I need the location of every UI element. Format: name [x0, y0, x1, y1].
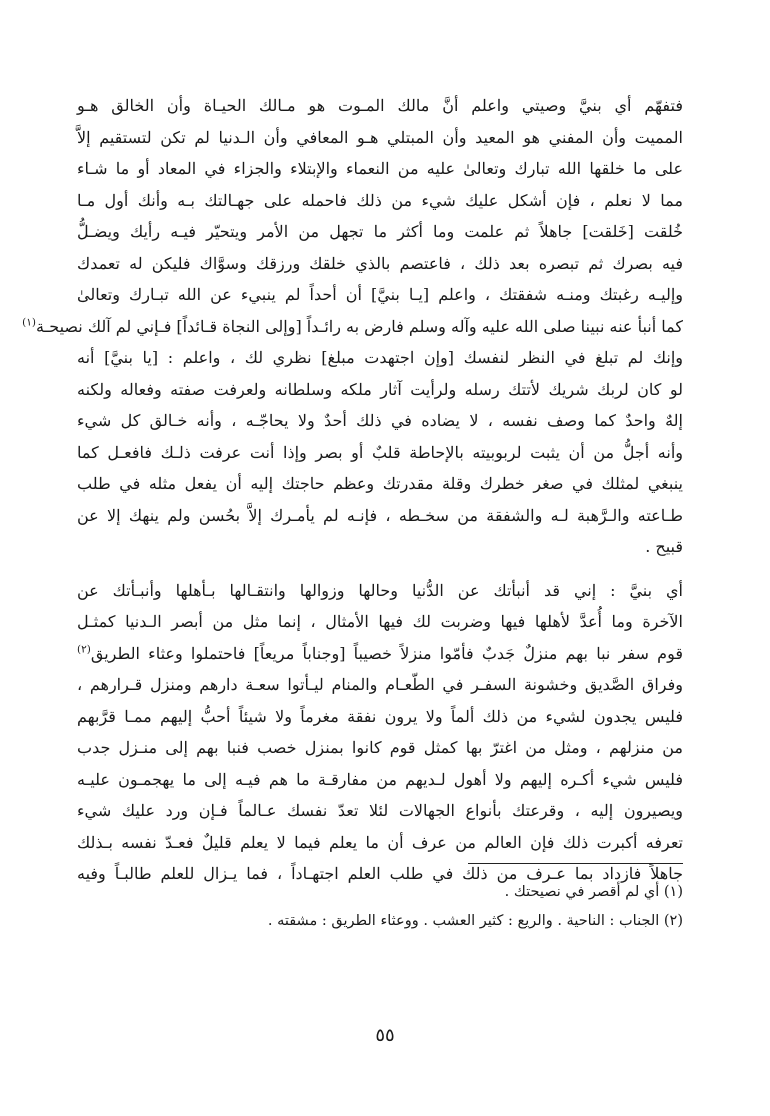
- text-line: تعرفه أكبرت ذلك فإن العالم من عرف أن ما يعلم فيما لا يعلم قليلٌ فعـدّ نفسه بـذلك: [77, 832, 683, 852]
- footnotes: [77, 878, 683, 936]
- footnote-divider: [468, 863, 683, 864]
- text-line: من منزلهم ، ومثل من اغترّ بها كمثل قوم كانوا بمنزل خصب فنبا بهم إلى منـزل جدب: [77, 738, 683, 757]
- text-line: وأنه أجلُّ من أن يثبت لربوبيته بالإحاطة قلبٌ أو بصر وإذا أنت عرفت ذلـك فافعـل كما: [77, 442, 683, 462]
- text-line: وفراق الصَّديق وخشونة السفـر في الطّعـام والمنام ليـأتوا سعـة دارهم ومنزل قـرارهم ،: [77, 675, 683, 694]
- text-segment: كما أنبأ عنه نبينا صلى الله عليه وآله وسلم فارض به رائـداً [وإلى النجاة قـائداً] فـإني لم آلك نصيحـة: [36, 316, 683, 336]
- text-line: فيه بصرك ثم تبصره بعد ذلك ، فاعتصم بالذي خلقك ورزقك وسوَّاك فليكن له تعمدك: [77, 253, 683, 273]
- paragraph-1: [22, 90, 683, 563]
- text-line: أي بنيَّ : إني قد أنبأتك عن الدُّنيا وحالها وزوالها وانتقـالها بـأهلها وأنبـأتك عن: [77, 580, 683, 600]
- text-line: فتفهّم أي بنيَّ وصيتي واعلم أنَّ مالك المـوت هو مـالك الحيـاة وأن الخالق هـو: [77, 96, 683, 115]
- text-line: لو كان لربك شريك لأتتك رسله ولرأيت آثار ملكه وسلطانه ولعرفت صفته وفعاله ولكنه: [77, 379, 683, 399]
- main-text: [22, 90, 684, 890]
- text-line: طـاعته والـرَّهبة لـه والشفقة من سخـطه ، فإنـه لم يأمـرك إلاَّ بحُسن ولم ينهك إلا عن: [77, 505, 683, 525]
- text-line: إلهٌ واحدٌ كما وصف نفسه ، لا يضاده في ذلك أحدٌ ولا يحاجّـه ، وأنه خـالق كل شيء: [77, 411, 683, 430]
- text-line: وإنك لم تبلغ في النظر لنفسك [وإن اجتهدت مبلغ] نظري لك ، واعلم : [يا بنيَّ] أنه: [77, 348, 683, 367]
- text-line: قبيح .: [645, 537, 683, 556]
- text-line: جاهلاً فازداد بما عـرف من ذلك في طلب العلم اجتهـاداً ، فما يـزال للعلم طالبـاً وفيه: [77, 864, 683, 883]
- text-line: فليس شيء أكـره إليهم ولا أهول لـديهم من مفارقـة ما هم فيـه إلى ما يهجمـون عليـه: [77, 769, 683, 789]
- page-number: ٥٥: [375, 1025, 395, 1046]
- text-line: وإليـه رغبتك ومنـه شفقتك ، واعلم [يـا بنيَّ] أن أحداً لم ينبيء عن الله تبـارك وتعالىٰ: [77, 285, 683, 304]
- text-line: ويصيرون إليه ، وقرعتك بأنواع الجهالات لئلا تعدّ نفسك عـالماً فـإن ورد عليك شيء: [77, 801, 683, 820]
- footnote-ref-1: (١): [22, 316, 36, 329]
- text-line: ينبغي لمثلك في صغر خطرك وقلة مقدرتك وعظم حاجتك إليه أن يفعل مثله في طلب: [77, 474, 683, 493]
- text-segment: قوم سفر نبا بهم منزلٌ جَدبٌ فأمّوا منزلاً خصيباً [وجناباً مريعاً] فاحتملوا وعثاء الطريق: [90, 643, 684, 663]
- footnote-ref-2: (٢): [77, 643, 91, 656]
- text-line: فليس يجدون لشيء من ذلك ألماً ولا يرون نفقة مغرماً ولا شيئاً أحبُّ إليهم ممـا قرَّبهم: [77, 706, 683, 726]
- paragraph-2: [77, 575, 683, 890]
- text-line: خُلقت [خَلقت] جاهلاً ثم علمت وما أكثر ما تجهل من الأمر ويتحيّر فيـه رأيك ويضـلُّ: [77, 222, 683, 241]
- text-line-with-footnote: [22, 311, 683, 343]
- footnote-1: (١) أي لم أقصر في نصيحتك .: [504, 884, 683, 900]
- paragraph-gap: [77, 563, 683, 575]
- text-line: مما لا نعلم ، فإن أشكل عليك شيء من ذلك فاحمله على جهـالتك بـه وأنك أول مـا: [77, 190, 683, 210]
- text-line: الآخرة وما أُعدَّ لأهلها فيها وضربت لك فيها الأمثال ، إنما مثل من أبصر الـدنيا كمثـل: [77, 612, 683, 631]
- text-line-with-footnote: [77, 638, 683, 670]
- text-line: المميت وأن المفني هو المعيد وأن المبتلي هـو المعافي وأن الـدنيا لم تكن لتستقيم إلاَّ: [77, 127, 683, 147]
- footnote-2: (٢) الجناب : الناحية . والريع : كثير العشب . ووعثاء الطريق : مشقته .: [267, 913, 683, 929]
- text-line: على ما خلقها الله تبارك وتعالىٰ عليه من النعماء والإبتلاء والجزاء في المعاد أو ما شـاء: [77, 159, 683, 178]
